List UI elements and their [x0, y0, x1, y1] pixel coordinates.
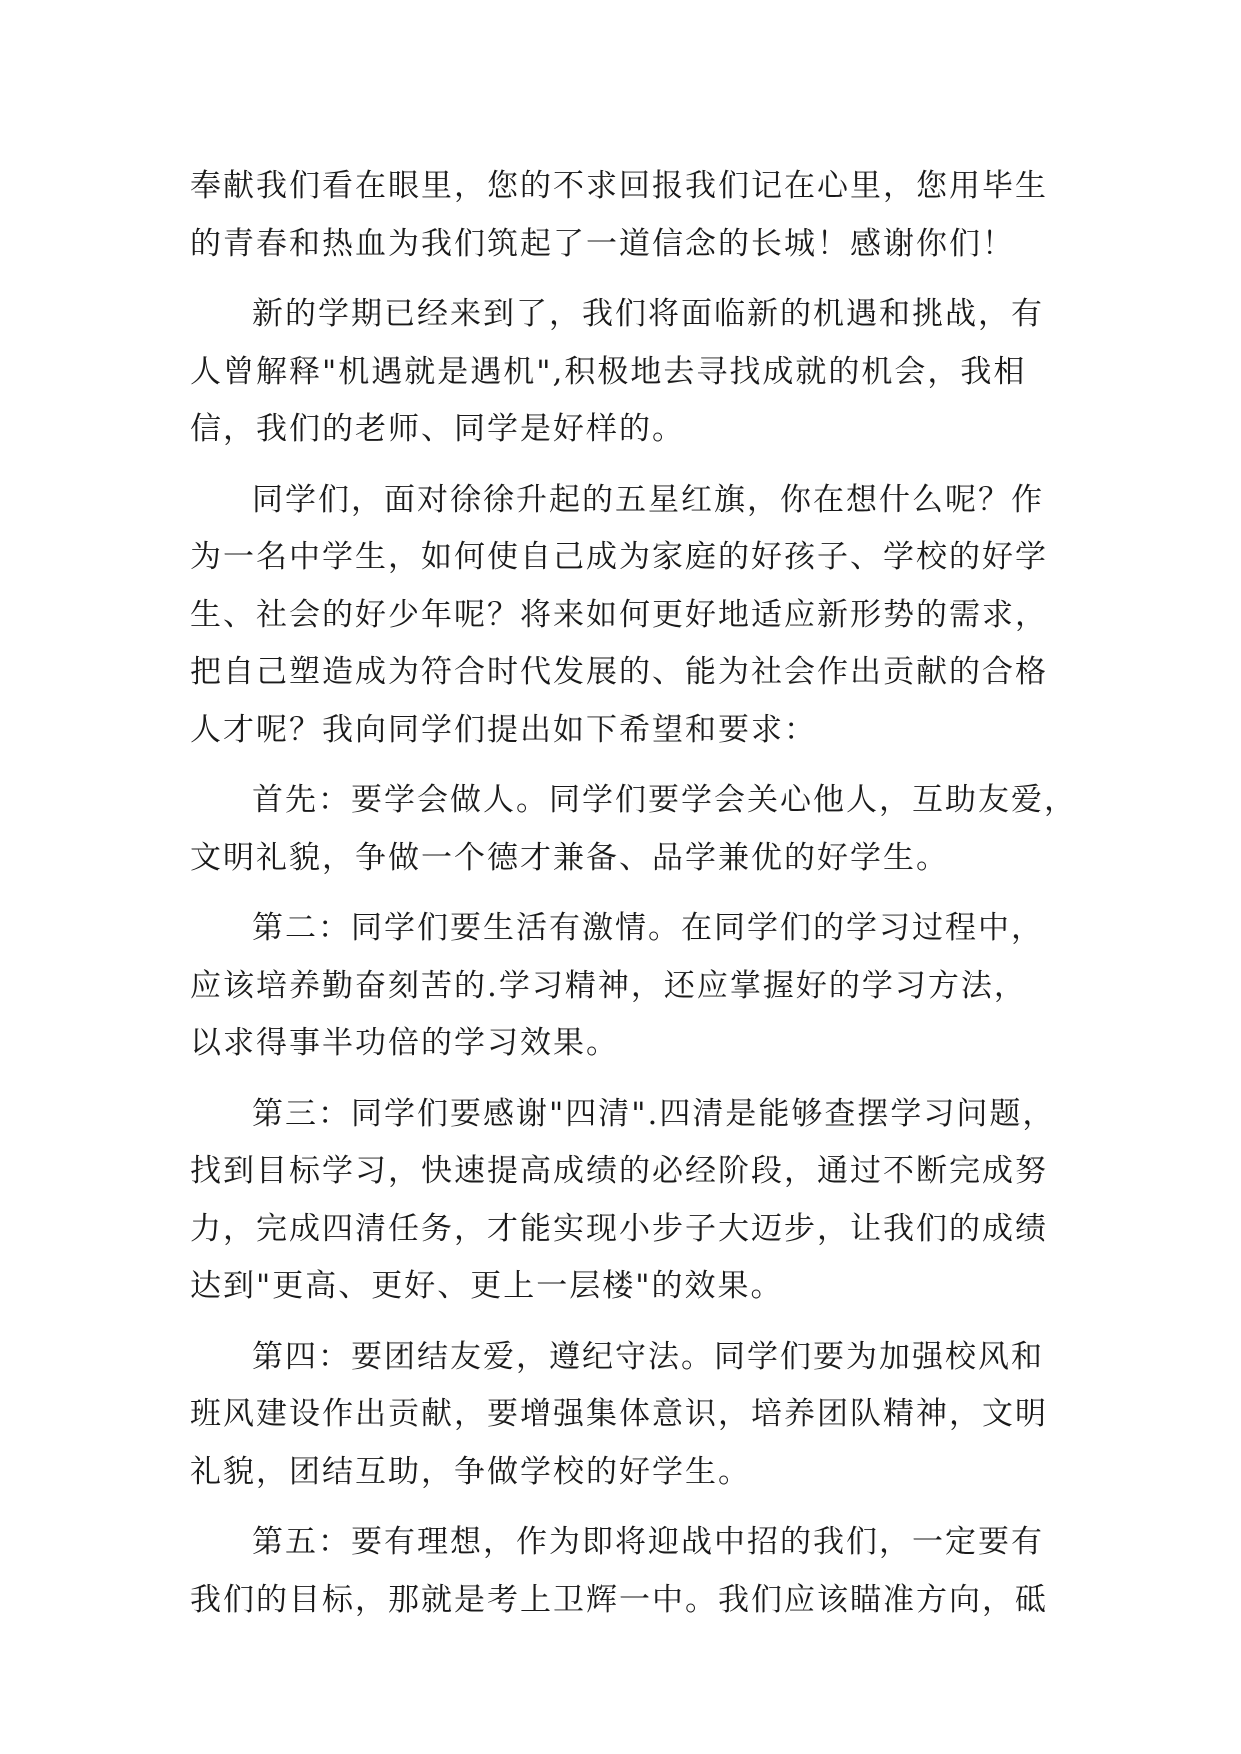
paragraph: [190, 158, 1060, 273]
text-line: 我们的目标，那就是考上卫辉一中。我们应该瞄准方向，砥: [190, 1581, 1048, 1618]
paragraph: [190, 472, 1060, 760]
text-line: 首先：要学会做人。同学们要学会关心他人，互助友爱，: [252, 782, 1077, 818]
paragraph: [190, 900, 1060, 1073]
text-line: 为一名中学生，如何使自己成为家庭的好孩子、学校的好学: [190, 539, 1048, 575]
paragraph: [190, 1086, 1060, 1316]
text-line: 第二：同学们要生活有激情。在同学们的学习过程中，: [252, 910, 1044, 946]
text-line: 人才呢？我向同学们提出如下希望和要求：: [190, 711, 817, 748]
text-line: 奉献我们看在眼里，您的不求回报我们记在心里，您用毕生: [190, 168, 1048, 204]
text-line: 礼貌，团结互助，争做学校的好学生。: [190, 1453, 751, 1490]
paragraph: [190, 286, 1060, 459]
text-line: 达到"更高、更好、更上一层楼"的效果。: [190, 1268, 784, 1304]
paragraph-gap: [190, 459, 1060, 472]
paragraph-gap: [190, 1316, 1060, 1329]
text-line: 力，完成四清任务，才能实现小步子大迈步，让我们的成绩: [190, 1210, 1048, 1247]
text-line: 把自己塑造成为符合时代发展的、能为社会作出贡献的合格: [190, 654, 1048, 690]
text-line: 第四：要团结友爱，遵纪守法。同学们要为加强校风和: [252, 1338, 1044, 1375]
text-line: 的青春和热血为我们筑起了一道信念的长城！感谢你们！: [190, 225, 1015, 262]
paragraph: [190, 1514, 1060, 1629]
paragraph-gap: [190, 1073, 1060, 1086]
text-line: 第五：要有理想，作为即将迎战中招的我们，一定要有: [252, 1524, 1044, 1560]
text-line: 新的学期已经来到了，我们将面临新的机遇和挑战，有: [252, 296, 1044, 332]
paragraph: [190, 1329, 1060, 1502]
paragraph-gap: [190, 759, 1060, 772]
text-line: 生、社会的好少年呢？将来如何更好地适应新形势的需求，: [190, 596, 1048, 633]
text-line: 应该培养勤奋刻苦的.学习精神，还应掌握好的学习方法，: [190, 967, 1027, 1004]
paragraph-gap: [190, 887, 1060, 900]
text-line: 信，我们的老师、同学是好样的。: [190, 411, 685, 447]
paragraph-gap: [190, 273, 1060, 286]
paragraph-gap: [190, 1501, 1060, 1514]
paragraph: [190, 772, 1077, 887]
document-body: [190, 158, 1077, 1629]
text-line: 人曾解释"机遇就是遇机",积极地去寻找成就的机会，我相: [190, 353, 1027, 390]
text-line: 以求得事半功倍的学习效果。: [190, 1025, 619, 1061]
text-line: 班风建设作出贡献，要增强集体意识，培养团队精神，文明: [190, 1396, 1048, 1432]
text-line: 文明礼貌，争做一个德才兼备、品学兼优的好学生。: [190, 839, 949, 876]
text-line: 找到目标学习，快速提高成绩的必经阶段，通过不断完成努: [190, 1153, 1048, 1189]
text-line: 第三：同学们要感谢"四清".四清是能够查摆学习问题，: [252, 1095, 1056, 1132]
text-line: 同学们，面对徐徐升起的五星红旗，你在想什么呢？作: [252, 481, 1044, 518]
